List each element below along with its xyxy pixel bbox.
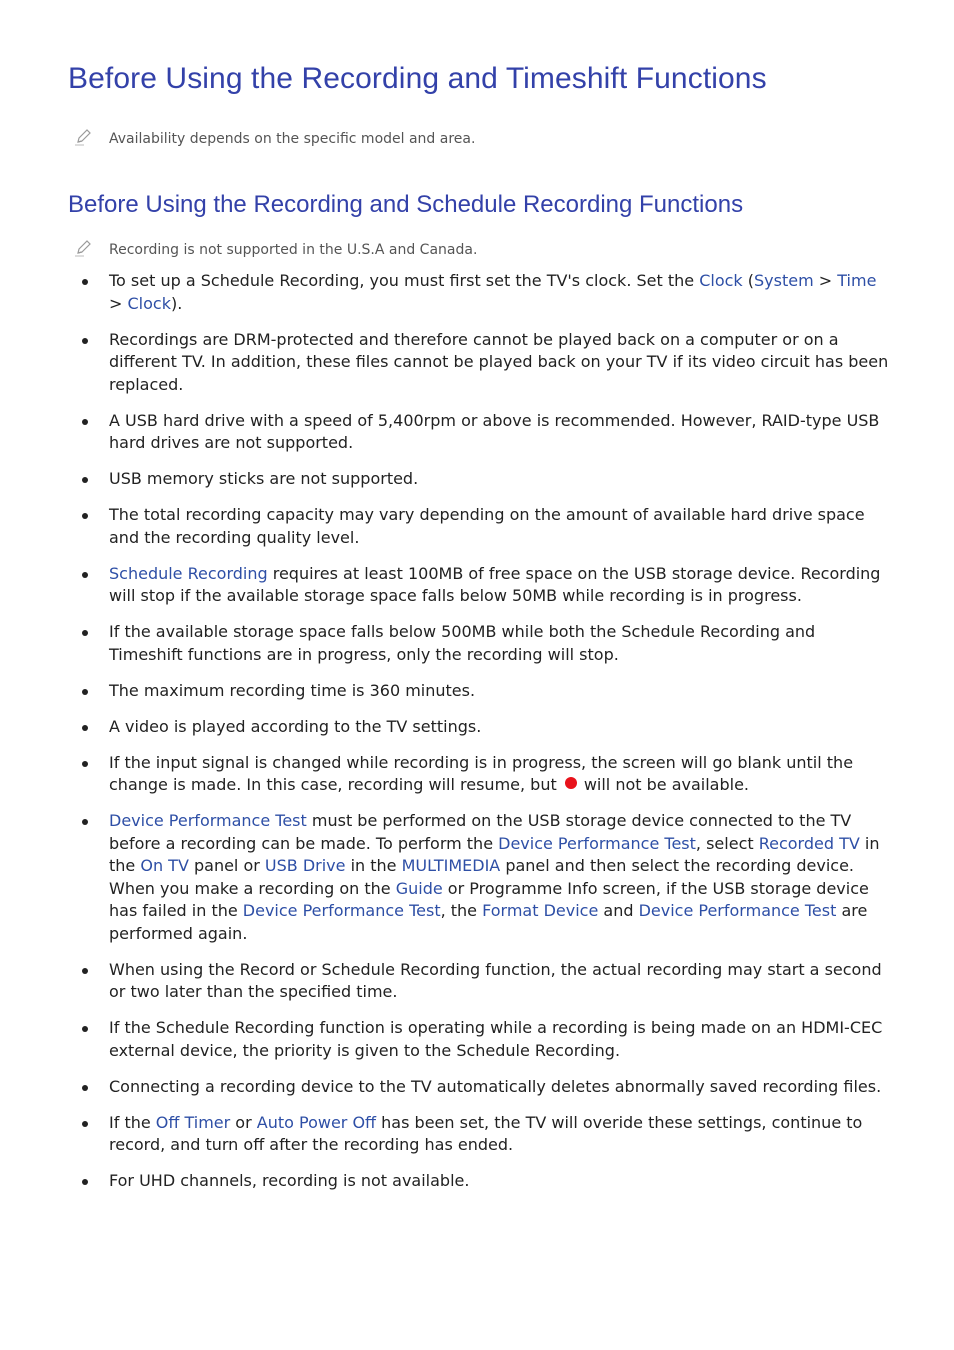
list-item	[82, 270, 892, 315]
bullet-dot	[82, 1026, 88, 1032]
bullet-text: Connecting a recording device to the TV automatically deletes abnormally saved recording files.	[109, 1076, 882, 1096]
bullet-list	[82, 270, 892, 1206]
menu-path-link: On TV	[140, 856, 189, 875]
list-item	[82, 621, 892, 666]
bullet-text: A video is played according to the TV settings.	[109, 716, 482, 736]
bullet-text: If the	[109, 1112, 156, 1132]
bullet-text: must be performed on the USB storage device connected to the TV before a recording can be made. To perform the	[109, 811, 852, 853]
bullet-dot	[82, 338, 88, 344]
record-dot-icon	[565, 777, 577, 789]
list-item	[82, 680, 892, 703]
note-text: Availability depends on the specific model and area.	[109, 131, 476, 147]
bullet-dot	[82, 819, 88, 825]
bullet-text: and	[598, 901, 639, 920]
bullet-text: To set up a Schedule Recording, you must first set the TV's clock. Set the	[109, 271, 700, 290]
bullet-dot	[82, 477, 88, 483]
menu-path-link: Format Device	[482, 901, 599, 920]
list-item	[82, 1076, 892, 1099]
menu-path-link: System	[754, 271, 814, 290]
list-item	[82, 716, 892, 739]
bullet-text: A USB hard drive with a speed of 5,400rpm or above is recommended. However, RAID-type USB hard drives are not supported.	[109, 410, 880, 452]
bullet-dot	[82, 419, 88, 425]
bullet-text: If the available storage space falls below 500MB while both the Schedule Recording and Timeshift functions are in progress, only the recording will stop.	[109, 622, 816, 664]
bullet-text: Recordings are DRM-protected and therefore cannot be played back on a computer or on a different TV. In addition, these files cannot be played back on your TV if its video circuit has been replaced.	[109, 329, 889, 394]
bullet-text: >	[109, 293, 128, 313]
menu-path-link: USB Drive	[264, 856, 346, 875]
list-item	[82, 563, 892, 608]
bullet-dot	[82, 968, 88, 974]
bullet-text: If the input signal is changed while recording is in progress, the screen will go blank until the change is made. In this case, recording will resume, but	[109, 752, 854, 794]
list-item	[82, 959, 892, 1004]
list-item	[82, 504, 892, 549]
list-item	[82, 810, 892, 945]
bullet-text: are performed again.	[109, 901, 868, 943]
bullet-dot	[82, 630, 88, 636]
bullet-text: will not be available.	[583, 775, 750, 794]
list-item	[82, 1017, 892, 1062]
bullet-text: (	[742, 271, 754, 290]
bullet-dot	[82, 725, 88, 731]
menu-path-link: MULTIMEDIA	[401, 856, 501, 875]
menu-path-link: Schedule Recording	[109, 563, 268, 583]
bullet-text: panel or	[188, 856, 265, 875]
menu-path-link: Device Performance Test	[242, 901, 441, 920]
section-title: Before Using the Recording and Schedule Recording Functions	[68, 191, 744, 218]
bullet-text: If the Schedule Recording function is operating while a recording is being made on an HDMI-CEC external device, the priority is given to the Schedule Recording.	[109, 1018, 883, 1060]
bullet-dot	[82, 1121, 88, 1127]
menu-path-link: Guide	[395, 878, 443, 898]
pencil-icon	[74, 128, 92, 146]
menu-path-link: Device Performance Test	[498, 833, 696, 853]
bullet-text: , the	[440, 901, 483, 920]
bullet-text: in the	[109, 833, 880, 875]
bullet-dot	[82, 513, 88, 519]
bullet-text: The maximum recording time is 360 minutes.	[109, 680, 476, 700]
bullet-dot	[82, 1085, 88, 1091]
list-item	[82, 1112, 892, 1157]
menu-path-link: Auto Power Off	[256, 1112, 377, 1132]
menu-path-link: Device Performance Test	[109, 811, 307, 830]
bullet-text: When using the Record or Schedule Recording function, the actual recording may start a second or two later than the specified time.	[109, 959, 882, 1001]
bullet-text: ).	[170, 293, 183, 313]
list-item	[82, 468, 892, 491]
bullet-text: , select	[695, 833, 759, 853]
bullet-text: For UHD channels, recording is not available.	[109, 1171, 470, 1190]
list-item	[82, 1170, 892, 1193]
bullet-text: in the	[345, 856, 402, 875]
menu-path-link: Recorded TV	[758, 833, 860, 853]
note-text: Recording is not supported in the U.S.A and Canada.	[109, 242, 478, 258]
bullet-text: USB memory sticks are not supported.	[109, 469, 419, 488]
bullet-text: The total recording capacity may vary depending on the amount of available hard drive space and the recording quality level.	[109, 505, 865, 547]
bullet-dot	[82, 1179, 88, 1185]
menu-path-link: Clock	[699, 271, 743, 290]
bullet-dot	[82, 689, 88, 695]
menu-path-link: Device Performance Test	[638, 901, 837, 920]
bullet-text: or	[230, 1112, 257, 1132]
bullet-text: >	[813, 271, 838, 290]
bullet-dot	[82, 572, 88, 578]
bullet-text: panel and then select the recording device. When you make a recording on the	[109, 856, 855, 898]
menu-path-link: Time	[837, 271, 877, 290]
pencil-icon	[74, 239, 92, 257]
bullet-text: has been set, the TV will overide these settings, continue to record, and turn off after the recording has ended.	[109, 1112, 863, 1154]
bullet-dot	[82, 279, 88, 285]
bullet-text: requires at least 100MB of free space on the USB storage device. Recording will stop if the available storage space falls below 50MB while recording is in progress.	[109, 563, 881, 605]
bullet-text: or Programme Info screen, if the USB storage device has failed in the	[109, 878, 869, 920]
page-title: Before Using the Recording and Timeshift Functions	[68, 62, 767, 95]
list-item	[82, 329, 892, 397]
menu-path-link: Off Timer	[155, 1112, 231, 1132]
bullet-dot	[82, 761, 88, 767]
list-item	[82, 752, 892, 797]
menu-path-link: Clock	[127, 293, 171, 313]
list-item	[82, 410, 892, 455]
